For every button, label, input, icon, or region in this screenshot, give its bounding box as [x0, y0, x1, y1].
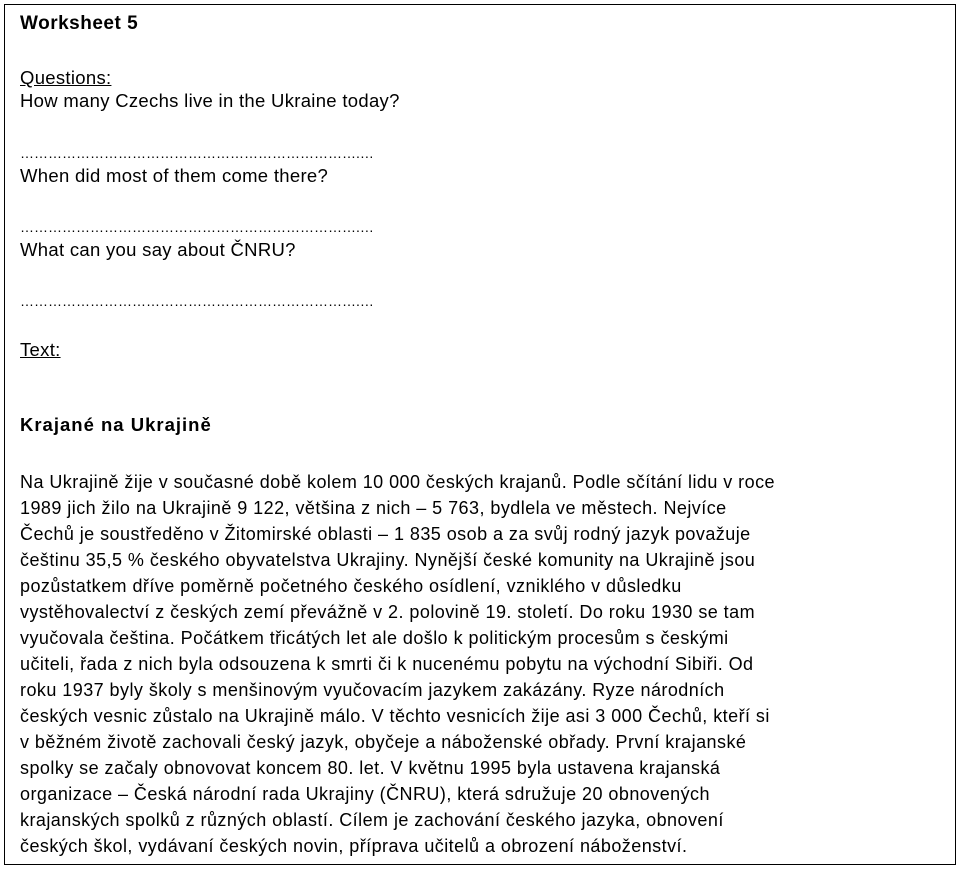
article-line: spolky se začaly obnovovat koncem 80. let. V květnu 1995 byla ustavena krajanská: [20, 758, 721, 778]
article-line: organizace – Česká národní rada Ukrajiny (ČNRU), která sdružuje 20 obnovených: [20, 784, 710, 804]
article-line: českých vesnic zůstalo na Ukrajině málo. V těchto vesnicích žije asi 3 000 Čechů, kteří si: [20, 706, 770, 726]
article-body: [20, 469, 945, 859]
worksheet-frame: [4, 4, 956, 865]
answer-line-1: ……………………………………………………………….…: [20, 145, 374, 161]
article-line: vyučovala čeština. Počátkem třicátých let ale došlo k politickým procesům s českými: [20, 628, 729, 648]
article-line: českých škol, vydávaní českých novin, příprava učitelů a obrození náboženství.: [20, 836, 688, 856]
question-3: What can you say about ČNRU?: [20, 239, 296, 260]
questions-heading: Questions:: [20, 67, 112, 88]
article-line: krajanských spolků z různých oblastí. Cílem je zachování českého jazyka, obnovení: [20, 810, 724, 830]
article-line: Čechů je soustředěno v Žitomirské oblasti – 1 835 osob a za svůj rodný jazyk považuje: [20, 524, 751, 544]
answer-line-3: ……………………………………………………………….…: [20, 293, 374, 309]
worksheet-title: Worksheet 5: [20, 13, 139, 34]
article-line: vystěhovalectví z českých zemí převážně v 2. polovině 19. století. Do roku 1930 se tam: [20, 602, 756, 622]
article-line: pozůstatkem dříve poměrně početného českého osídlení, vzniklého v důsledku: [20, 576, 682, 596]
article-title: Krajané na Ukrajině: [20, 414, 212, 435]
text-heading: Text:: [20, 339, 61, 360]
article-line: roku 1937 byly školy s menšinovým vyučovacím jazykem zakázány. Ryze národních: [20, 680, 725, 700]
article-line: češtinu 35,5 % českého obyvatelstva Ukrajiny. Nynější české komunity na Ukrajině jsou: [20, 550, 756, 570]
question-2: When did most of them come there?: [20, 165, 329, 186]
article-line: v běžném životě zachovali český jazyk, obyčeje a náboženské obřady. První krajanské: [20, 732, 747, 752]
question-1: How many Czechs live in the Ukraine today?: [20, 90, 400, 111]
article-line: 1989 jich žilo na Ukrajině 9 122, většina z nich – 5 763, bydlela ve městech. Nejvíce: [20, 498, 727, 518]
article-line: Na Ukrajině žije v současné době kolem 10 000 českých krajanů. Podle sčítání lidu v roce: [20, 472, 775, 492]
answer-line-2: ……………………………………………………………….…: [20, 219, 374, 235]
article-line: učiteli, řada z nich byla odsouzena k smrti či k nucenému pobytu na východní Sibiři. Od: [20, 654, 754, 674]
